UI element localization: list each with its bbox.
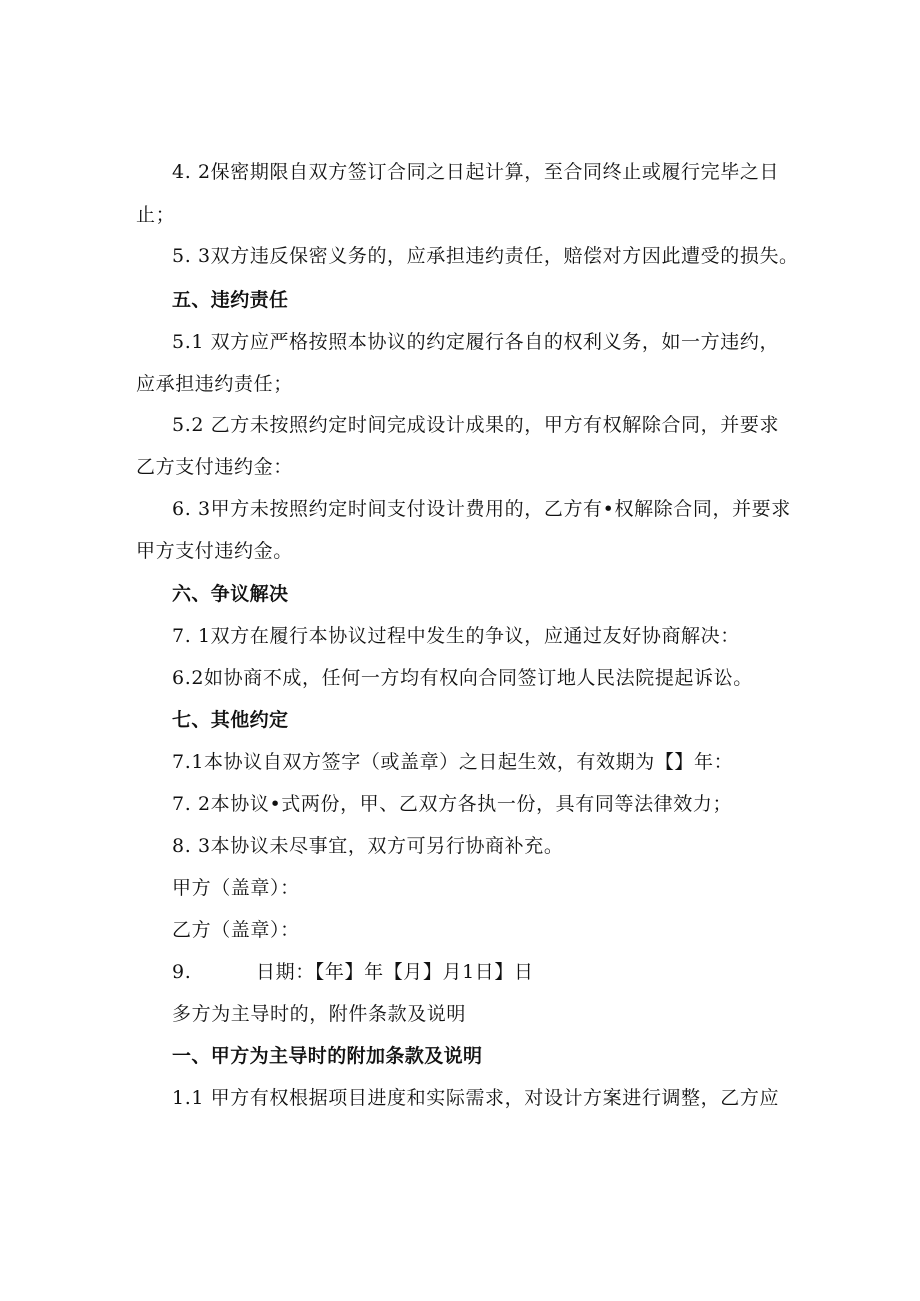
clause-5-1-line2: 应承担违约责任； — [136, 373, 293, 395]
clause-5-2-line2: 乙方支付违约金： — [136, 456, 293, 478]
clause-4-2-line1: 4. 2保密期限自双方签订合同之日起计算，至合同终止或履行完毕之日 — [172, 161, 780, 183]
section-heading-5: 五、违约责任 — [172, 289, 289, 311]
party-a-seal: 甲方（盖章）： — [172, 877, 300, 899]
clause-6-3-line1: 6. 3甲方未按照约定时间支付设计费用的，乙方有•权解除合同，并要求 — [172, 498, 791, 520]
appendix-clause-1-1: 1.1 甲方有权根据项目进度和实际需求，对设计方案进行调整，乙方应 — [172, 1087, 780, 1109]
clause-5-1-line1: 5.1 双方应严格按照本协议的约定履行各自的权利义务，如一方违约， — [172, 331, 780, 353]
section-heading-6: 六、争议解决 — [172, 583, 289, 605]
clause-8-3: 8. 3本协议未尽事宜，双方可另行协商补充。 — [172, 835, 564, 857]
clause-5-2-line1: 5.2 乙方未按照约定时间完成设计成果的，甲方有权解除合同，并要求 — [172, 414, 780, 436]
clause-6-2: 6.2如协商不成，任何一方均有权向合同签订地人民法院提起诉讼。 — [172, 667, 753, 689]
clause-6-3-line2: 甲方支付违约金。 — [136, 540, 293, 562]
clause-5-3: 5. 3双方违反保密义务的，应承担违约责任，赔偿对方因此遭受的损失。 — [172, 245, 799, 267]
clause-4-2-line2: 止； — [136, 204, 176, 226]
section-heading-7: 七、其他约定 — [172, 709, 289, 731]
appendix-heading-1: 一、甲方为主导时的附加条款及说明 — [172, 1045, 483, 1067]
clause-7-1: 7. 1双方在履行本协议过程中发生的争议，应通过友好协商解决： — [172, 625, 740, 647]
clause-7-2: 7. 2本协议•式两份，甲、乙双方各执一份，具有同等法律效力； — [172, 793, 733, 815]
date-line: 日期：【年】年【月】月1日】日 — [256, 961, 534, 983]
appendix-intro: 多方为主导时的，附件条款及说明 — [172, 1003, 467, 1025]
date-number: 9. — [172, 961, 192, 983]
clause-7-1b: 7.1本协议自双方签字（或盖章）之日起生效，有效期为【】年： — [172, 751, 734, 773]
party-b-seal: 乙方（盖章）： — [172, 919, 300, 941]
